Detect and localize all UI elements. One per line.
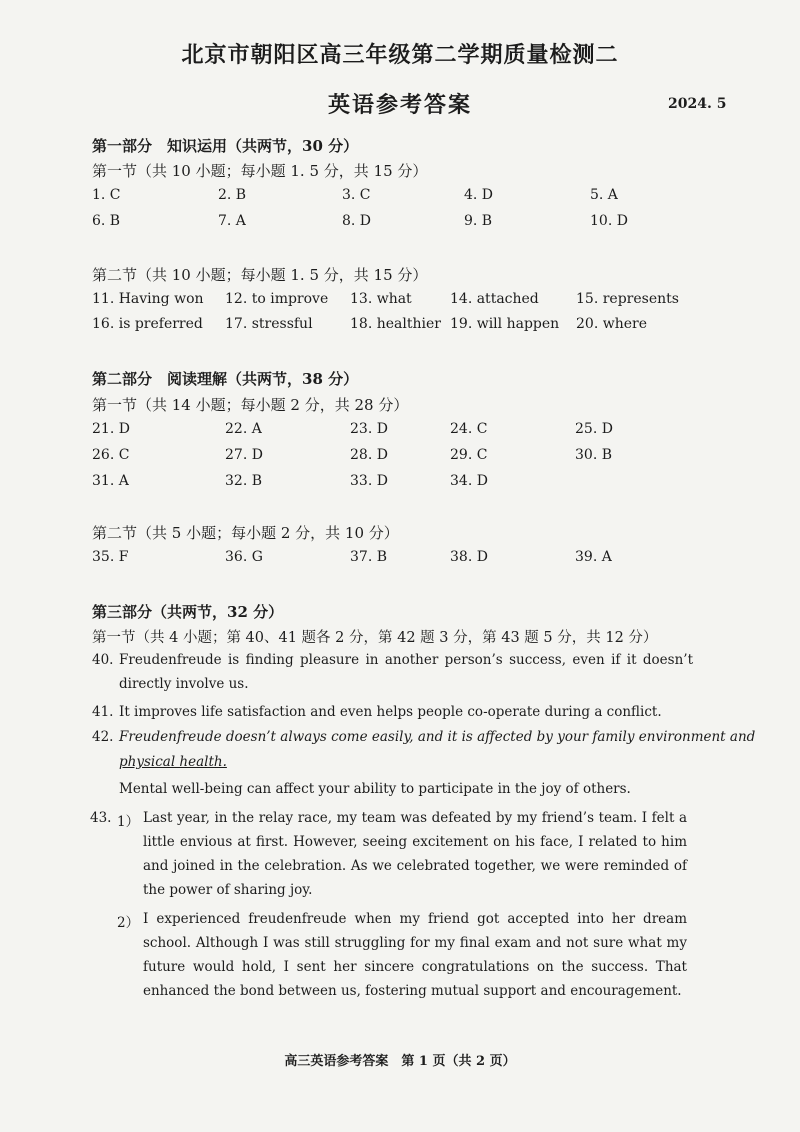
answer-item: 8. D (342, 213, 372, 229)
answer-item: 18. healthier (350, 316, 441, 332)
answer-row (92, 213, 712, 235)
answer-item: 33. D (350, 473, 388, 489)
answer-item: 9. B (464, 213, 493, 229)
answer-item: 36. G (225, 549, 263, 565)
answer-item: 2. B (218, 187, 247, 203)
answer-item: 19. will happen (450, 316, 560, 332)
answer-42-line2: physical health. (119, 754, 227, 770)
answer-item: 11. Having won (92, 291, 204, 307)
answer-row (92, 421, 712, 443)
answer-item: 5. A (590, 187, 618, 203)
answer-item: 26. C (92, 447, 130, 463)
answer-item: 17. stressful (225, 316, 313, 332)
part3-sec1-heading: 第一节（共 4 小题；第 40、41 题各 2 分，第 42 题 3 分，第 43 题 5 分，共 12 分） (92, 630, 658, 646)
answer-43-1: Last year, in the relay race, my team was defeated by my friend’s team. I felt a little envious at first. However, seeing excitement on his face, I related to him and joined in the celebration. As we celebrated together, we were reminded of the power of sharing joy. (143, 810, 687, 898)
answer-item: 32. B (225, 473, 263, 489)
answer-row (92, 316, 712, 338)
answer-row (92, 291, 712, 313)
answer-row (92, 549, 712, 571)
answer-row (92, 473, 712, 495)
answer-item: 3. C (342, 187, 371, 203)
page-footer: 高三英语参考答案 第 1 页（共 2 页） (284, 1054, 516, 1069)
answer-item: 23. D (350, 421, 388, 437)
part2-sec2-heading: 第二节（共 5 小题；每小题 2 分，共 10 分） (92, 524, 399, 542)
answer-item: 29. C (450, 447, 488, 463)
answer-item: 31. A (92, 473, 129, 489)
answer-item: 38. D (450, 549, 488, 565)
answer-item: 27. D (225, 447, 263, 463)
answer-item: 28. D (350, 447, 388, 463)
answer-item: 34. D (450, 473, 488, 489)
answer-item: 22. A (225, 421, 262, 437)
answer-item: 15. represents (576, 291, 679, 307)
part2-sec1-heading: 第一节（共 14 小题；每小题 2 分，共 28 分） (92, 396, 409, 414)
answer-item: 30. B (575, 447, 613, 463)
answer-42-line1: Freudenfreude doesn’t always come easily, and it is affected by your family environment and (119, 729, 756, 745)
page-subtitle: 英语参考答案 (327, 92, 472, 118)
answer-item: 7. A (218, 213, 246, 229)
answer-item: 21. D (92, 421, 130, 437)
answer-item: 39. A (575, 549, 612, 565)
question-number: 41. (92, 704, 114, 720)
answer-row (92, 187, 712, 209)
question-number: 42. (92, 729, 114, 745)
answer-item: 25. D (575, 421, 613, 437)
answer-item: 13. what (350, 291, 412, 307)
sub-answer-label: 2） (117, 915, 140, 931)
exam-date: 2024. 5 (668, 96, 727, 112)
answer-item: 10. D (590, 213, 628, 229)
answer-41: It improves life satisfaction and even helps people co-operate during a conflict. (119, 704, 662, 720)
part2-heading: 第二部分 阅读理解（共两节，38 分） (92, 370, 359, 388)
answer-item: 14. attached (450, 291, 539, 307)
part1-heading: 第一部分 知识运用（共两节，30 分） (92, 137, 359, 155)
answer-item: 16. is preferred (92, 316, 203, 332)
answer-item: 4. D (464, 187, 494, 203)
answer-item: 1. C (92, 187, 121, 203)
page-title: 北京市朝阳区高三年级第二学期质量检测二 (181, 42, 619, 68)
question-number: 43. (90, 810, 112, 826)
answer-item: 20. where (576, 316, 647, 332)
answer-item: 6. B (92, 213, 121, 229)
part1-sec1-heading: 第一节（共 10 小题；每小题 1. 5 分，共 15 分） (92, 162, 428, 180)
answer-row (92, 447, 712, 469)
answer-42-alt: Mental well-being can affect your ability to participate in the joy of others. (119, 781, 631, 797)
answer-40: Freudenfreude is finding pleasure in another person’s success, even if it doesn’t directly involve us. (119, 652, 693, 692)
answer-43-2: I experienced freudenfreude when my friend got accepted into her dream school. Although I was still struggling for my final exam and not sure what my future would hold, I sent her sincere congratulations on the success. That enhanced the bond between us, fostering mutual support and encouragement. (143, 911, 687, 999)
answer-item: 12. to improve (225, 291, 329, 307)
answer-item: 37. B (350, 549, 388, 565)
question-number: 40. (92, 652, 114, 668)
answer-item: 35. F (92, 549, 129, 565)
part1-sec2-heading: 第二节（共 10 小题；每小题 1. 5 分，共 15 分） (92, 266, 428, 284)
answer-item: 24. C (450, 421, 488, 437)
sub-answer-label: 1） (117, 814, 140, 830)
part3-heading: 第三部分（共两节，32 分） (92, 603, 284, 621)
